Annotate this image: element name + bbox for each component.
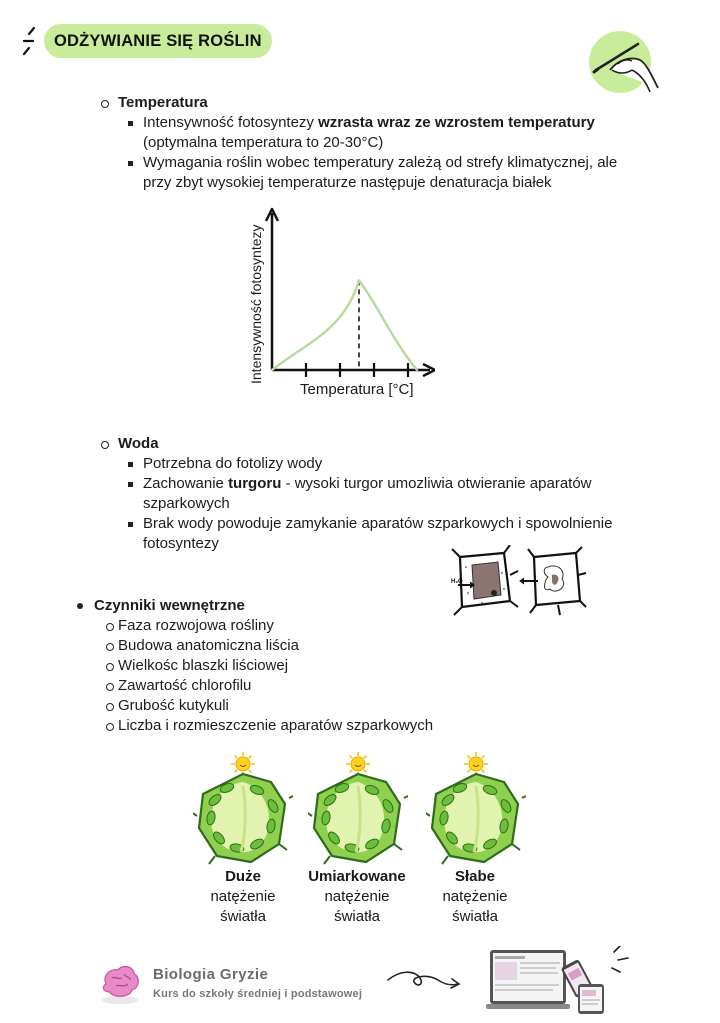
devices-illustration [486,946,636,1018]
caption-line2: natężenie [210,888,276,905]
water-item-2: Zachowanie turgoru - wysoki turgor umozliwia otwieranie aparatów [143,475,592,492]
brain-logo-icon [98,962,142,1006]
turgor-cells-illustration [448,545,588,617]
bullet-circle [106,663,114,671]
water-item-1: Potrzebna do fotolizy wody [143,455,323,472]
temperature-item-1: Intensywność fotosyntezy wzrasta wraz ze wzrostem temperatury [143,114,595,131]
chart-y-label: Intensywność fotosyntezy [248,224,264,384]
water-item-2-line2: szparkowych [143,495,230,512]
sparkle-lines-icon [20,24,44,58]
bullet-dot [77,603,83,609]
bullet-square [128,482,133,487]
water-item-3: Brak wody powoduje zamykanie aparatów szparkowych i spowolnienie [143,515,613,532]
brand-name: Biologia Gryzie [153,966,269,983]
bullet-circle [106,723,114,731]
light-intensity-caption [183,867,303,927]
internal-factor-item: Grubość kutykuli [118,697,229,714]
light-intensity-caption [415,867,535,927]
chart-x-label: Temperatura [°C] [300,381,414,398]
bullet-circle [101,441,109,449]
bullet-square [128,462,133,467]
photosynthesis-curve [272,280,417,370]
writing-hand-icon [588,30,664,96]
water-heading: Woda [118,435,159,452]
internal-factor-item: Liczba i rozmieszczenie aparatów szparkowych [118,717,434,734]
page-title: ODŻYWIANIE SIĘ ROŚLIN [54,31,262,50]
bullet-square [128,121,133,126]
caption-bold: Umiarkowane [308,868,406,885]
cell-h2o-label: H₂O [451,579,463,585]
curly-arrow-icon [384,964,464,998]
caption-line3: światła [334,908,380,925]
bullet-circle [106,683,114,691]
caption-line2: natężenie [442,888,508,905]
temperature-item-1-line2: (optymalna temperatura to 20-30°C) [143,134,384,151]
bullet-square [128,522,133,527]
water-item-3-line2: fotosyntezy [143,535,219,552]
bullet-circle [101,100,109,108]
caption-line2: natężenie [324,888,390,905]
bullet-circle [106,703,114,711]
caption-bold: Słabe [454,868,496,885]
bullet-circle [106,623,114,631]
temperature-heading: Temperatura [118,94,208,111]
bullet-circle [106,643,114,651]
leaf-cross-section-with-sun [308,752,408,870]
caption-bold: Duże [225,868,261,885]
light-intensity-caption [297,867,417,927]
internal-factor-item: Faza rozwojowa rośliny [118,617,274,634]
leaf-cross-section-with-sun [426,752,526,870]
bullet-square [128,161,133,166]
page-title-pill [44,24,272,58]
internal-factor-item: Zawartość chlorofilu [118,677,252,694]
temperature-chart [245,205,435,405]
caption-line3: światła [452,908,498,925]
temperature-item-2-line2: przy zbyt wysokiej temperaturze następuje denaturacja białek [143,174,552,191]
temperature-item-2: Wymagania roślin wobec temperatury zależą od strefy klimatycznej, ale [143,154,618,171]
internal-heading: Czynniki wewnętrzne [94,597,245,614]
brand-subtitle: Kurs do szkoły średniej i podstawowej [153,988,363,1000]
caption-line3: światła [220,908,266,925]
internal-factor-item: Wielkośc blaszki liściowej [118,657,289,674]
internal-factor-item: Budowa anatomiczna liścia [118,637,299,654]
leaf-cross-section-with-sun [193,752,293,870]
